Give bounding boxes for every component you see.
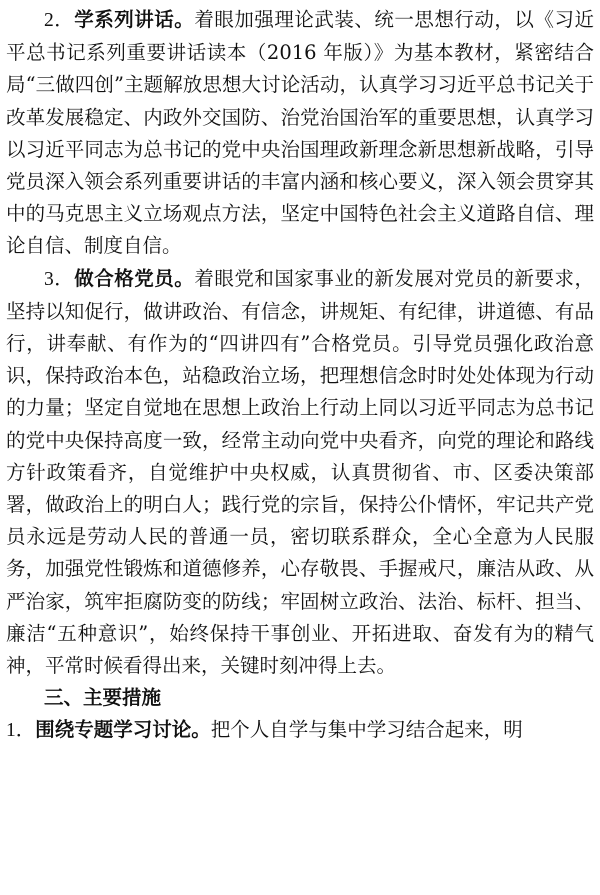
item-number: 1．: [6, 720, 36, 742]
item-lead-title: 围绕专题学习讨论。: [35, 718, 211, 742]
section-heading-main-measures: 三、主要措施: [44, 686, 162, 710]
item-number: 2．: [44, 10, 75, 31]
paragraph-topic-study: [6, 714, 594, 747]
paragraph-study-speeches: [6, 4, 594, 263]
item-body-text: 着眼加强理论武装、统一思想行动，以《习近平总书记系列重要讲话读本（2016 年版）》为基本教材，紧密结合局“三做四创”主题解放思想大讨论活动，认真学习习近平总书记关于改革发展稳定、内政外交国防、治党治国治军的重要思想，认真学习以习近平同志为总书记的党中央治国理政新理念新思想新战略，引导党员深入领会系列重要讲话的丰富内涵和核心要义，深入领会贯穿其中的马克思主义立场观点方法，坚定中国特色社会主义道路自信、理论自信、制度自信。: [6, 8, 594, 258]
item-body-text: 着眼党和国家事业的新发展对党员的新要求，坚持以知促行，做讲政治、有信念，讲规矩、有纪律，讲道德、有品行，讲奉献、有作为的“四讲四有”合格党员。引导党员强化政治意识，保持政治本色，站稳政治立场，把理想信念时时处处体现为行动的力量；坚定自觉地在思想上政治上行动上同以习近平同志为总书记的党中央保持高度一致，经常主动向党中央看齐，向党的理论和路线方针政策看齐，自觉维护中央权威，认真贯彻省、市、区委决策部署，做政治上的明白人；践行党的宗旨，保持公仆情怀，牢记共产党员永远是劳动人民的普通一员，密切联系群众，全心全意为人民服务，加强党性锻炼和道德修养，心存敬畏、手握戒尺，廉洁从政、从严治家，筑牢拒腐防变的防线；牢固树立政治、法治、标杆、担当、廉洁“五种意识”，始终保持干事创业、开拓进取、奋发有为的精气神，平常时候看得出来，关键时刻冲得上去。: [6, 266, 594, 678]
item-lead-title: 学系列讲话。: [74, 8, 195, 31]
item-body-text: 把个人自学与集中学习结合起来，明: [210, 718, 523, 742]
item-number: 3．: [44, 268, 75, 290]
paragraph-qualified-member: [6, 263, 594, 683]
item-lead-title: 做合格党员。: [74, 266, 195, 290]
